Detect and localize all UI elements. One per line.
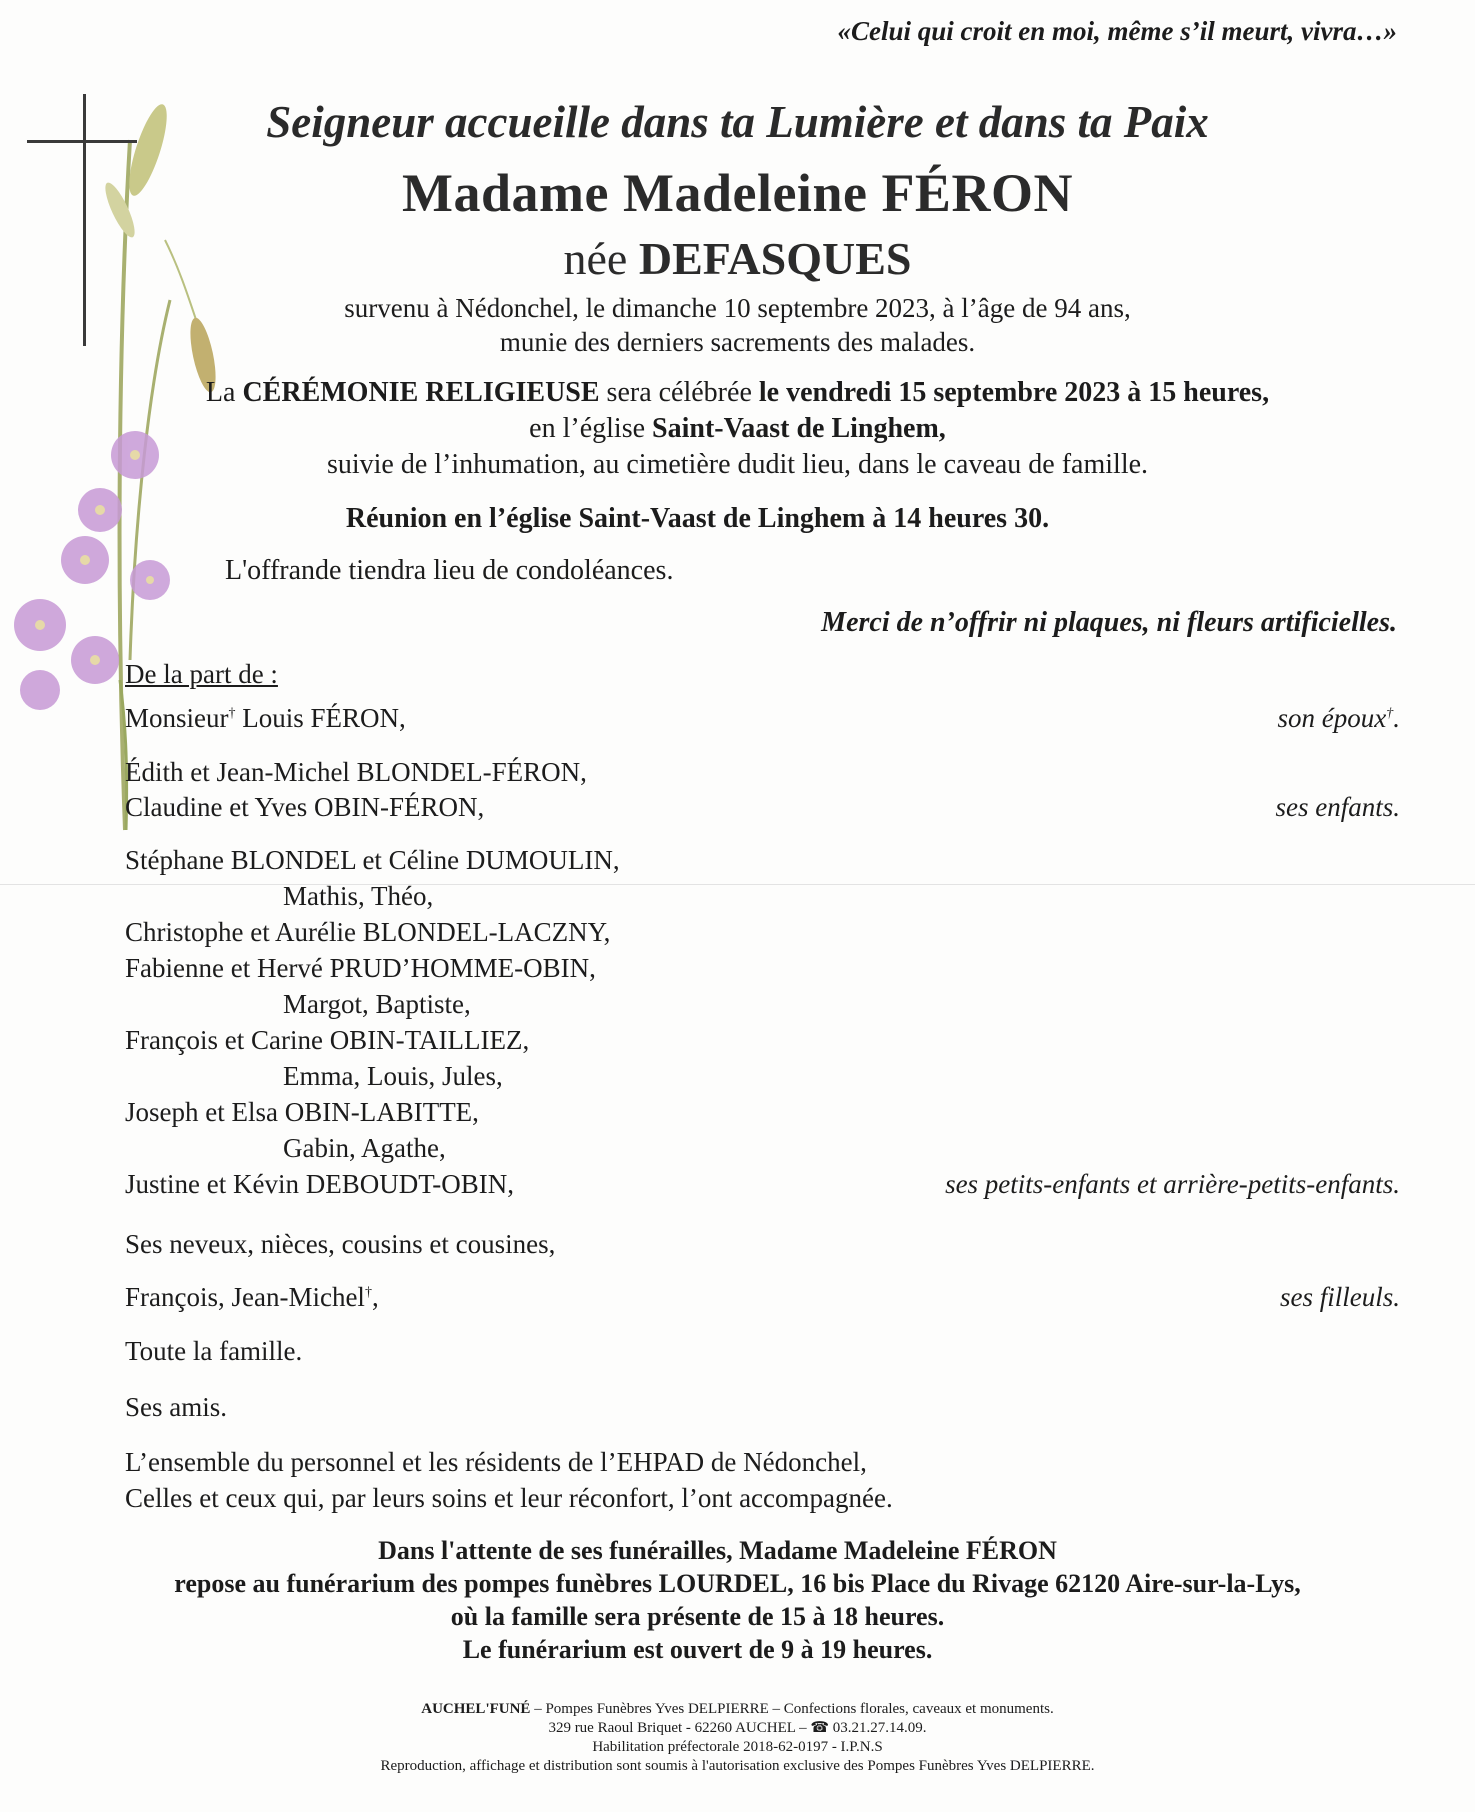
flower-icon [20,670,60,710]
friends-row: Ses amis. [125,1392,228,1422]
godchildren-role: ses filleuls. [1280,1282,1400,1312]
church-prefix: en l’église [529,413,646,444]
funerarium-line: repose au funérarium des pompes funèbres LOURDEL, 16 bis Place du Rivage 62120 Aire-sur-la-Lys, [174,1569,1301,1598]
all-family-row: Toute la famille. [125,1336,303,1366]
footer [0,1700,1475,1776]
grandchild-row: Emma, Louis, Jules, [283,1061,503,1091]
ehpad-row: Celles et ceux qui, par leurs soins et leur réconfort, l’ont accompagnée. [125,1483,893,1513]
grandchild-row: François et Carine OBIN-TAILLIEZ, [125,1025,530,1055]
ceremony-date: le vendredi 15 septembre 2023 à 15 heures, [758,377,1270,408]
church-line [0,413,1475,445]
church-name: Saint-Vaast de Linghem, [652,413,946,444]
footer-line-4: Reproduction, affichage et distribution sont soumis à l'autorisation exclusive des Pompes Funèbres Yves DELPIERRE. [380,1758,1095,1774]
no-flowers-line: Merci de n’offrir ni plaques, ni fleurs artificielles. [821,607,1397,638]
spouse-row: Monsieur† Louis FÉRON, son époux†. [125,703,1400,733]
grandchild-row: Mathis, Théo, [283,881,434,911]
maiden-name: DEFASQUES [638,233,912,284]
offering-line: L'offrande tiendra lieu de condoléances. [225,555,674,586]
godchildren-row: François, Jean-Michel†, ses filleuls. [125,1282,1400,1312]
grandchild-row: Justine et Kévin DEBOUDT-OBIN, ses petits-enfants et arrière-petits-enfants. [125,1169,1400,1199]
motto: «Celui qui croit en moi, même s’il meurt, vivra…» [837,16,1397,46]
funerarium-line: Dans l'attente de ses funérailles, Madame Madeleine FÉRON [378,1536,1057,1565]
footer-line-3: Habilitation préfectorale 2018-62-0197 - I.P.N.S [592,1739,883,1755]
grandchildren-role: ses petits-enfants et arrière-petits-enfants. [945,1169,1400,1199]
funerarium-line: où la famille sera présente de 15 à 18 heures. [450,1602,945,1631]
death-line-1: survenu à Nédonchel, le dimanche 10 septembre 2023, à l’âge de 94 ans, [344,293,1131,323]
invocation: Seigneur accueille dans ta Lumière et dans ta Paix [266,97,1209,147]
spouse-role: son époux†. [1277,703,1400,733]
grandchild-row: Fabienne et Hervé PRUD’HOMME-OBIN, [125,953,596,983]
footer-line-1: AUCHEL'FUNÉ – Pompes Funèbres Yves DELPIERRE – Confections florales, caveaux et monuments. [421,1701,1054,1717]
child-row: Claudine et Yves OBIN-FÉRON, ses enfants. [125,792,1400,822]
grandchild-row: Joseph et Elsa OBIN-LABITTE, [125,1097,479,1127]
meeting-line: Réunion en l’église Saint-Vaast de Linghem à 14 heures 30. [345,503,1050,534]
family-heading: De la part de : [125,659,278,689]
deceased-name: Madame Madeleine FÉRON [402,163,1073,223]
grandchild-row: Margot, Baptiste, [283,989,471,1019]
ceremony-line [0,377,1475,409]
death-line-2: munie des derniers sacrements des malades. [499,327,976,357]
grandchild-row: Stéphane BLONDEL et Céline DUMOULIN, [125,845,620,875]
grandchild-row: Christophe et Aurélie BLONDEL-LACZNY, [125,917,611,947]
ceremony-prefix: La [205,377,236,408]
nee-word: née [563,233,628,284]
nephews-row: Ses neveux, nièces, cousins et cousines, [125,1229,556,1259]
children-role: ses enfants. [1275,792,1400,822]
footer-line-2: 329 rue Raoul Briquet - 62260 AUCHEL – ☎ 03.21.27.14.09. [548,1720,927,1736]
child-row: Édith et Jean-Michel BLONDEL-FÉRON, [125,757,587,787]
maiden-name-line [0,232,1475,285]
ceremony-title: CÉRÉMONIE RELIGIEUSE [242,377,600,408]
grandchild-row: Gabin, Agathe, [283,1133,446,1163]
burial-line: suivie de l’inhumation, au cimetière dudit lieu, dans le caveau de famille. [326,449,1149,480]
ehpad-row: L’ensemble du personnel et les résidents de l’EHPAD de Nédonchel, [125,1447,867,1477]
funerarium-line: Le funérarium est ouvert de 9 à 19 heures. [462,1635,933,1664]
ceremony-middle: sera célébrée [606,377,752,408]
